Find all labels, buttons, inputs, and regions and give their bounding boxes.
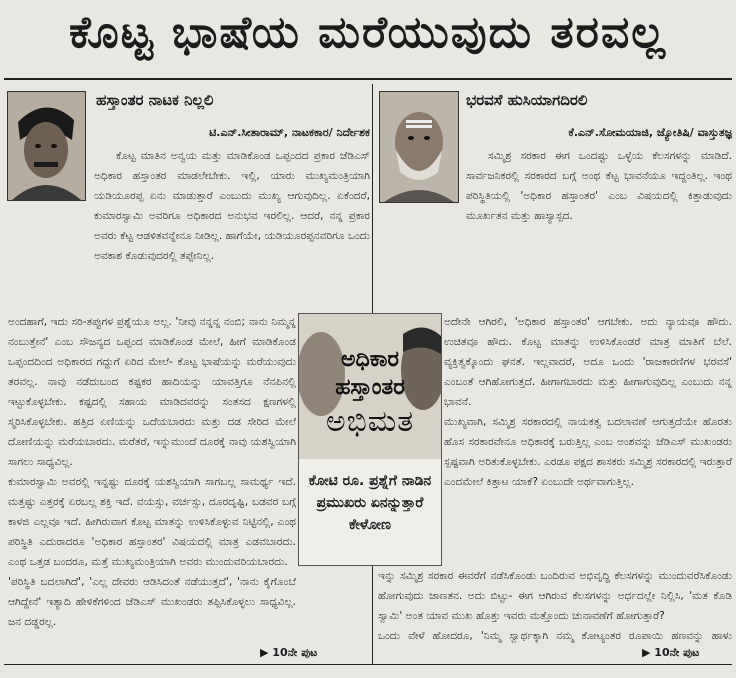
right-byline: ಕೆ.ಎನ್.ಸೋಮಯಾಜಿ, ಜ್ಯೋತಿಷಿ/ ವಾಸ್ತುತಜ್ಞ [568, 126, 732, 139]
left-byline: ಟಿ.ಎನ್.ಸೀತಾರಾಮ್, ನಾಟಕಕಾರ/ ನಿರ್ದೇಶಕ [209, 126, 370, 139]
portrait-man-beard-icon [380, 92, 458, 202]
inset-question: ಕೋಟಿ ರೂ. ಪ್ರಶ್ನೆಗೆ ನಾಡಿನ ಪ್ರಮುಖರು ಏನನ್ನುತ್ತಾರೆ ಕೇಳೋಣ [308, 473, 432, 533]
right-column-text [466, 146, 732, 312]
author-photo-right [379, 91, 459, 203]
right-paragraph-5: ಒಂದು ವೇಳೆ ಹೋದರೂ, 'ನಿಮ್ಮ ಸ್ವಾರ್ಥಕ್ಕಾಗಿ ನಮ್ಮ ಕೋಟ್ಯಂತರ ರೂಪಾಯಿ ಹಣವನ್ನು ಹಾಳು [378, 630, 732, 642]
inset-title-line-3: ಅಭಿಮತ [325, 404, 415, 439]
bottom-rule [4, 664, 732, 665]
left-column-text-lower [8, 312, 296, 662]
author-photo-left [7, 91, 86, 201]
right-continued-label: 10ನೇ ಪುಟ [654, 646, 700, 659]
right-continued: ▶ 10ನೇ ಪುಟ [642, 646, 700, 659]
right-paragraph-1: ಸಮ್ಮಿಶ್ರ ಸರಕಾರ ಈಗ ಒಂದಷ್ಟು ಒಳ್ಳೆಯ ಕೆಲಸಗಳನ್ನು ಮಾಡಿದೆ. ಸಾರ್ವಜನಿಕರಲ್ಲಿ ಸರಕಾರದ ಬಗ್ಗೆ ಅಂಥ ಕೆಟ್ಟ ಭಾವನೆಯೂ ಇದ್ದಂತಿಲ್ಲ. ಇಂಥ ಪರಿಸ್ಥಿತಿಯಲ್ಲಿ 'ಅಧಿಕಾರ ಹಸ್ತಾಂತರ' ಎಂಬ ವಿಷಯದಲ್ಲಿ ಕಿತ್ತಾಡುವುದು ಮೂರ್ಖತನ ಮತ್ತು ಹಾಸ್ಯಾಸ್ಪದ. [466, 150, 732, 222]
inset-title-line-1: ಅಧಿಕಾರ [340, 347, 399, 372]
headline: ಕೊಟ್ಟ ಭಾಷೆಯ ಮರೆಯುವುದು ತರವಲ್ಲ [69, 7, 667, 58]
left-column-text [94, 146, 370, 312]
right-paragraph-2: ಅದೇನೇ ಆಗಿರಲಿ, 'ಅಧಿಕಾರ ಹಸ್ತಾಂತರ' ಆಗಬೇಕು. ಅದು ನ್ಯಾಯವೂ ಹೌದು. ಉಚಿತವೂ ಹೌದು. ಕೊಟ್ಟ ಮಾತನ್ನು ಉಳಿಸಿಕೊಂಡರೆ ಮಾತ್ರ ಮಾತಿಗೆ ಬೆಲೆ. ವ್ಯಕ್ತಿತ್ವಕ್ಕೊಂದು ಘನತೆ. ಇಲ್ಲವಾದರೆ, ಅದೂ ಒಂದು 'ರಾಜಕಾರಣಿಗಳ ಭರವಸೆ' ಎಂಬಂತೆ ಆಗಿಹೋಗುತ್ತದೆ. ಹೀಗಾಗಬಾರದು ಮತ್ತು ಹೀಗಾಗುವುದಿಲ್ಲ ಎಂಬುದು ನನ್ನ ಭಾವನೆ. [444, 316, 732, 408]
right-column-text-lower [444, 312, 732, 566]
right-paragraph-3: ಮುಖ್ಯವಾಗಿ, ಸಮ್ಮಿಶ್ರ ಸರಕಾರದಲ್ಲಿ ನಾಯಕತ್ವ ಬದಲಾವಣೆ ಆಗುತ್ತದೆಯೇ ಹೊರತು ಹೊಸ ಸರಕಾರವೇನೂ ಅಧಿಕಾರಕ್ಕೆ ಬರುತ್ತಿಲ್ಲ ಎಂಬ ಅಂಶವನ್ನು ಜೆಡಿಎಸ್ ಮುಖಂಡರು ಸ್ಪಷ್ಟವಾಗಿ ಅರಿತುಕೊಳ್ಳಬೇಕು. ಎರಡೂ ಪಕ್ಷದ ಶಾಸಕರು ಸಮ್ಮಿಶ್ರ ಸರಕಾರದಲ್ಲಿ ಇರುತ್ತಾರೆ ಎಂದಮೇಲೆ ಕಿತ್ತಾಟ ಯಾಕೆ? ಏಂಬುದೇ ಅರ್ಥವಾಗುತ್ತಿಲ್ಲ. [444, 416, 732, 488]
left-continued: ▶ 10ನೇ ಪುಟ [260, 646, 318, 659]
left-continued-label: 10ನೇ ಪುಟ [272, 646, 318, 659]
portrait-man-mustache-icon [8, 92, 85, 200]
left-paragraph-4: 'ಪರಿಸ್ಥಿತಿ ಬದಲಾಗಿದೆ', 'ಎಲ್ಲ ದೇವರು ಆಡಿಸಿದಂತೆ ನಡೆಯುತ್ತದೆ', 'ನಾನು ಕೈಗೊಂಬೆ ಆಗಿದ್ದೇನೆ' ಇತ್ಯಾದಿ ಹೇಳಿಕೆಗಳಿಂದ ಜೆಡಿಎಸ್ ಮುಖಂಡರು ತಪ್ಪಿಸಿಕೊಳ್ಳಲು ಸಾಧ್ಯವಿಲ್ಲ. ಜನ ದಡ್ಡರಲ್ಲ. [8, 576, 296, 628]
inset-title-line-2: ಹಸ್ತಾಂತರ [335, 375, 405, 400]
right-column-text-bottom [378, 566, 732, 646]
left-paragraph-3: ಕುಮಾರಸ್ವಾಮಿ ಅವರಲ್ಲಿ ಇನ್ನಷ್ಟು ದೂರಕ್ಕೆ ಯಶಸ್ವಿಯಾಗಿ ಸಾಗಬಲ್ಲ ಸಾಮರ್ಥ್ಯ ಇದೆ. ಮತ್ತಷ್ಟು ಎತ್ತರಕ್ಕೆ ಏರಬಲ್ಲ ಶಕ್ತಿ ಇದೆ. ವಯಸ್ಸು, ವರ್ಚಸ್ಸು, ದೂರದೃಷ್ಟಿ, ಬಡವರ ಬಗ್ಗೆ ಕಾಳಜಿ ಎಲ್ಲವೂ ಇದೆ. ಹೀಗಿರುವಾಗ ಕೊಟ್ಟ ಮಾತನ್ನು ಉಳಿಸಿಕೊಳ್ಳುವ ನಿಟ್ಟಿನಲ್ಲಿ, ಎಂಥ ಪರಿಸ್ಥಿತಿ ಎದುರಾದರೂ 'ಅಧಿಕಾರ ಹಸ್ತಾಂತರ' ವಿಷಯದಲ್ಲಿ ಮಾತ್ರ ಎಡವಬಾರದು. ಎಂಥ ಒತ್ತಡ ಬಂದರೂ, ಮತ್ತೆ ಮುಖ್ಯಮಂತ್ರಿಯಾಗಿ ಅವರು ಮುಂದುವರಿಯಬಾರದು. [8, 476, 296, 568]
left-paragraph-1: ಕೊಟ್ಟ ಮಾತಿನ ಅನ್ವಯ ಮತ್ತು ಮಾಡಿಕೊಂಡ ಒಪ್ಪಂದದ ಪ್ರಕಾರ ಜೆಡಿಎಸ್ ಅಧಿಕಾರ ಹಸ್ತಾಂತರ ಮಾಡಲೇಬೇಕು. ಇಲ್ಲಿ, ಯಾರು ಮುಖ್ಯಮಂತ್ರಿಯಾಗಿ ಯಡಿಯೂರಪ್ಪ ಏನು ಮಾಡುತ್ತಾರೆ ಎಂಬುದು ಮುಖ್ಯ ಆಗುವುದಿಲ್ಲ. ಏಕೆಂದರೆ, ಕುಮಾರಸ್ವಾಮಿ ಅವರಿಗೂ ಅಧಿಕಾರದ ಅನುಭವ ಇರಲಿಲ್ಲ. ಆದರೆ, ನನ್ನ ಪ್ರಕಾರ ಅವರು ಕೆಟ್ಟ ಆಡಳಿತವನ್ನೇನೂ ನೀಡಿಲ್ಲ. ಹಾಗೆಯೇ, ಯಡಿಯೂರಪ್ಪನವರಿಗೂ ಒಂದು ಅವಕಾಶ ಕೊಡುವುದರಲ್ಲಿ ತಪ್ಪೇನಿಲ್ಲ. [94, 150, 370, 262]
headline-rule [4, 78, 732, 80]
right-paragraph-4: ಇನ್ನು ಸಮ್ಮಿಶ್ರ ಸರಕಾರ ಈವರೆಗೆ ನಡೆಸಿಕೊಂಡು ಬಂದಿರುವ ಅಭಿವೃದ್ಧಿ ಕೆಲಸಗಳನ್ನು ಮುಂದುವರೆಸಿಕೊಂಡು ಹೋಗುವುದು ಜಾಣತನ. ಅದು ಬಿಟ್ಟು- ಈಗ ಆಗಿರುವ ಕೆಲಸಗಳನ್ನು ಅರ್ಧದಲ್ಲೇ ನಿಲ್ಲಿಸಿ, 'ಮತ ಕೊಡಿ ಸ್ವಾಮಿ' ಅಂತ ಯಾವ ಮುಖ ಹೊತ್ತು ಇವರು ಮತ್ತೊಂದು ಚುನಾವಣೆಗೆ ಹೋಗುತ್ತಾರೆ? [378, 570, 732, 622]
left-paragraph-2: ಅಂದಹಾಗೆ, ಇದು ಸರಿ-ತಪ್ಪುಗಳ ಪ್ರಶ್ನೆಯೂ ಅಲ್ಲ. 'ನೀವು ನನ್ನನ್ನ ನಂಬಿ; ನಾನು ನಿಮ್ಮನ್ನ ನಂಬುತ್ತೇನೆ' ಎಂಬ ಸೌಜನ್ಯದ ಒಪ್ಪಂದ ಮಾಡಿಕೊಂಡ ಮೇಲೆ, ಹೀಗೆ ಮಾಡಿಕೊಂಡ ಒಪ್ಪಂದದಿಂದ ಅಧಿಕಾರದ ಗದ್ದುಗೆ ಏರಿದ ಮೇಲೆ- ಕೊಟ್ಟ ಭಾಷೆಯನ್ನು ಮರೆಯುವುದು ತರವಲ್ಲ. ನಾವು ನಡೆದುಬಂದ ಕಷ್ಟಕರ ಹಾದಿಯನ್ನು ಯಾವತ್ತಿಗೂ ನೆನಪಿನಲ್ಲಿ ಇಟ್ಟುಕೊಳ್ಳಬೇಕು. ಕಷ್ಟದಲ್ಲಿ ಸಹಾಯ ಮಾಡಿದವರನ್ನು ಸಂತಸದ ಕ್ಷಣಗಳಲ್ಲಿ ಸ್ಮರಿಸಿಕೊಳ್ಳಬೇಕು. ಹತ್ತಿದ ಏಣಿಯನ್ನು ಒದೆಯಬಾರದು ಮತ್ತು ದಡ ಸೇರಿದ ಮೇಲೆ ದೋಣಿಯನ್ನು ಮರೆಯಬಾರದು. ಮರೆತರೆ, ಇನ್ನುಮುಂದೆ ದೂರಕ್ಕೆ ನಾವು ಯಶಸ್ವಿಯಾಗಿ ಸಾಗಲು ಸಾಧ್ಯವಿಲ್ಲ. [8, 316, 296, 468]
right-subhead: ಭರವಸೆ ಹುಸಿಯಾಗದಿರಲಿ [466, 91, 588, 109]
opinion-inset-box [298, 313, 442, 566]
inset-title [299, 346, 441, 442]
left-subhead: ಹಸ್ತಾಂತರ ನಾಟಕ ನಿಲ್ಲಲಿ [96, 91, 214, 109]
